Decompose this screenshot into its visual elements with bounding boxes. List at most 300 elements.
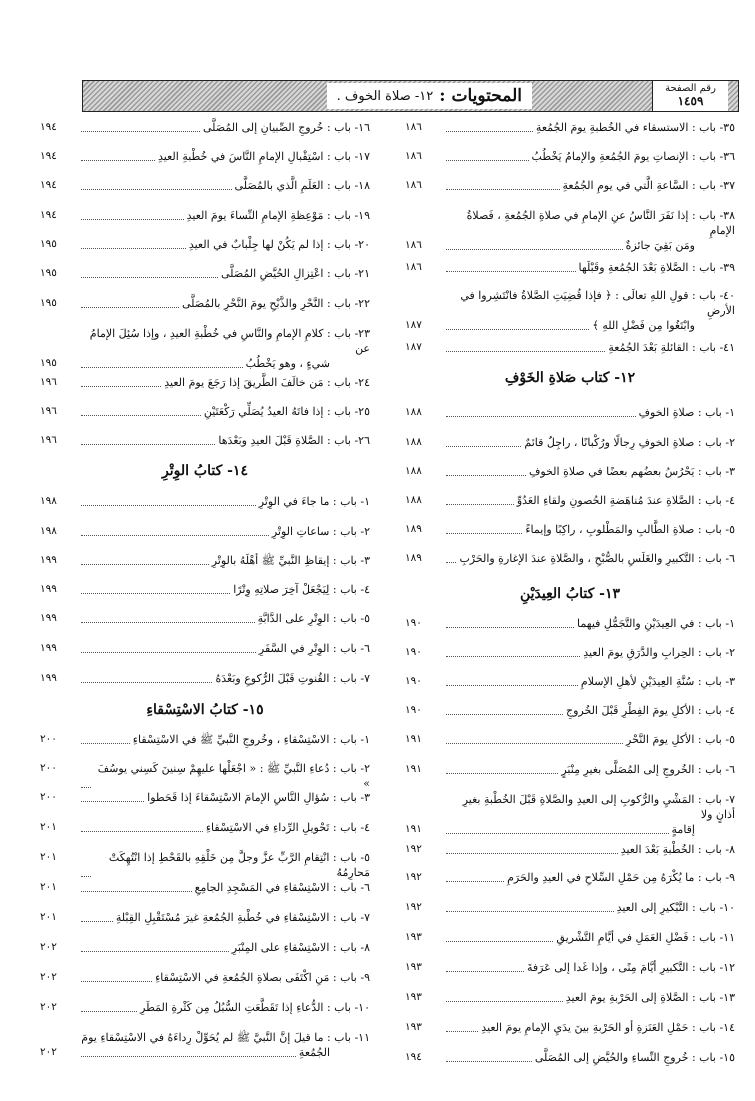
toc-entry[interactable] [40, 970, 370, 985]
entry-title [443, 645, 735, 660]
toc-entry[interactable] [40, 120, 370, 135]
entry-title [443, 493, 735, 508]
book-heading: ١٤- كتابُ الوِتْرِ [162, 463, 248, 479]
dot-leader [446, 522, 522, 534]
toc-entry[interactable] [40, 761, 370, 791]
toc-entry[interactable] [405, 435, 735, 450]
toc-entry[interactable] [405, 842, 735, 857]
entry-page-number: ١٩٤ [40, 179, 57, 191]
toc-entry[interactable] [405, 208, 735, 253]
entry-title-text: ٤- باب : الصَّلاةِ عندَ مُناهَضةِ الحُصونِ ولقاءِ العَدُوِّ [516, 494, 735, 507]
dot-leader [446, 616, 574, 628]
toc-entry[interactable] [40, 494, 370, 509]
entry-title [443, 703, 735, 718]
entry-title-text: ١٩- باب : مَوْعِظةِ الإمامِ النِّساءَ يومَ العيدِ [186, 209, 370, 222]
entry-title-line-1: ٧- باب : المَشْيِ والرُّكوبِ إلى العيدِ والصَّلاةِ قَبْلَ الخُطْبةِ بغيرِ أذانٍ ولا [462, 793, 735, 821]
entry-page-number: ١٩٣ [405, 991, 422, 1003]
entry-title [443, 435, 735, 450]
entry-page-number: ١٩٨ [40, 495, 57, 507]
entry-title-text: ١٠- باب : التَّبْكيرِ إلى العيدِ [616, 901, 735, 914]
dot-leader [446, 493, 514, 505]
entry-title [443, 792, 735, 837]
toc-entry[interactable] [40, 178, 370, 193]
dot-leader [446, 178, 560, 190]
entry-title [78, 611, 370, 626]
dot-leader [446, 435, 521, 447]
toc-entry[interactable] [405, 149, 735, 164]
entry-title [443, 1050, 735, 1065]
entry-title [443, 960, 735, 975]
entry-page-number: ٢٠٢ [40, 1001, 57, 1013]
entry-title [78, 553, 370, 568]
dot-leader [81, 356, 243, 368]
entry-title [443, 178, 735, 193]
entry-page-number: ١٩٤ [40, 121, 57, 133]
entry-title-text: ٧- باب : القُنوتِ قَبْلَ الرُّكوعِ وبَعْدَهُ [215, 672, 370, 685]
entry-title [78, 178, 370, 193]
entry-title [443, 149, 735, 164]
dot-leader [81, 1045, 296, 1057]
entry-page-number: ٢٠٢ [40, 971, 57, 983]
entry-title [78, 880, 370, 895]
toc-entry[interactable] [40, 553, 370, 568]
dot-leader [81, 120, 200, 132]
entry-title-text: ١- باب : الاسْتِسْقاءِ ، وخُروجِ النَّبيِّ ﷺ في الاسْتِسْقاءِ [132, 733, 370, 746]
toc-entry[interactable] [405, 551, 735, 566]
entry-page-number: ١٨٩ [405, 523, 422, 535]
entry-title-text: ٣- باب : إيقاظِ النَّبيِّ ﷺ أهْلَهُ بالوِتْرِ [211, 554, 370, 567]
toc-entry[interactable] [405, 930, 735, 945]
dot-leader [446, 870, 504, 882]
entry-title [78, 524, 370, 539]
entry-title-line-1: ٣٨- باب : إذا نَفَرَ النَّاسُ عنِ الإمامِ في صلاةِ الجُمُعةِ ، فَصلاةُ الإمامِ [466, 209, 735, 237]
entry-title-text: ٢- باب : دُعاءِ النَّبيِّ ﷺ : « اجْعَلْها عليهِمْ سِنينَ كَسِني يوسُفَ » [97, 762, 370, 790]
entry-title [78, 120, 370, 135]
toc-entry[interactable] [40, 404, 370, 419]
entry-title-text: ٦- باب : الوِتْرِ في السَّفَرِ [258, 642, 370, 655]
contents-header [82, 80, 739, 112]
entry-page-number: ١٩٨ [40, 525, 57, 537]
dot-leader [446, 1020, 478, 1032]
entry-title-text: ٥- باب : صلاةِ الطَّالبِ والمَطْلوبِ ، راكِبًا وإيماءً [525, 523, 735, 536]
entry-title [78, 208, 370, 223]
entry-page-number: ١٩٩ [40, 672, 57, 684]
dot-leader [446, 674, 578, 686]
toc-entry[interactable] [40, 375, 370, 390]
entry-title-text: ٤- باب : الأكلِ يومَ الفِطْرِ قَبْلَ الخُروجِ [565, 704, 735, 717]
entry-title-text: ٦- باب : التَّكبيرِ والغَلَسِ بالصُّبْحِ ، والصَّلاةِ عندَ الإغارةِ والحَرْبِ [459, 552, 735, 565]
entry-page-number: ١٩٩ [40, 642, 57, 654]
entry-page-number: ٢٠٢ [40, 941, 57, 953]
entry-title-text: ١- باب : ما جاءَ في الوِتْرِ [258, 495, 370, 508]
page-number: ١٤٥٩ [677, 94, 704, 108]
entry-title [78, 326, 370, 371]
dot-leader [81, 582, 230, 594]
entry-title [78, 761, 370, 791]
entry-title-text: ١- باب : في العِيدَيْنِ والتَّجَمُّلِ فيهما [577, 617, 735, 630]
entry-title [443, 260, 735, 275]
toc-entry[interactable] [40, 641, 370, 656]
toc-entry[interactable] [40, 671, 370, 686]
entry-title-text: ١٠- باب : الدُّعاءِ إذا تَقَطَّعَتِ السُّبُلُ مِن كَثْرةِ المَطَرِ [140, 1001, 370, 1014]
entry-page-number: ١٨٨ [405, 494, 422, 506]
dot-leader [81, 761, 91, 788]
entry-title-line-2: ومَن بَقِيَ جائزةٌ [625, 239, 695, 252]
entry-title [78, 641, 370, 656]
entry-title [443, 900, 735, 915]
entry-title-text: ١٣- باب : الصَّلاةِ إلى الحَرْبةِ يومَ العيدِ [565, 991, 735, 1004]
dot-leader [81, 237, 186, 249]
toc-entry[interactable] [405, 260, 735, 275]
toc-entry[interactable] [405, 900, 735, 915]
entry-title-text: ٢٦- باب : الصَّلاةِ قَبْلَ العيدِ وبَعْدَها [218, 434, 370, 447]
entry-title-text: ١- باب : صلاةِ الخوفِ [638, 406, 735, 419]
entry-page-number: ٢٠٠ [40, 762, 57, 774]
toc-entry[interactable] [405, 645, 735, 660]
dot-leader [81, 970, 152, 982]
entry-title-text: ٩- باب : مَنِ اكْتَفَى بصلاةِ الجُمُعةِ في الاسْتِسْقاءِ [155, 971, 370, 984]
entry-title-text: ٣٥- باب : الاستسقاء في الخُطبةِ يومَ الجُمُعةِ [535, 121, 735, 134]
dot-leader [446, 405, 636, 417]
toc-entry[interactable] [405, 288, 735, 333]
entry-page-number: ١٨٦ [405, 239, 422, 251]
entry-page-number: ١٩١ [405, 733, 422, 745]
entry-title [78, 970, 370, 985]
entry-title [78, 790, 370, 805]
entry-page-number: ١٩٦ [40, 434, 57, 446]
entry-title [78, 1000, 370, 1015]
entry-title [78, 404, 370, 419]
toc-entry[interactable] [405, 120, 735, 135]
toc-entry[interactable] [40, 850, 370, 880]
entry-page-number: ١٨٨ [405, 406, 422, 418]
entry-title-text: ٣٧- باب : السَّاعةِ الَّتي في يومِ الجُمُعةِ [562, 179, 735, 192]
entry-title [78, 296, 370, 311]
entry-title [78, 820, 370, 835]
entry-page-number: ١٩٠ [405, 646, 422, 658]
entry-page-number: ١٩١ [405, 823, 422, 835]
entry-page-number: ١٨٦ [405, 179, 422, 191]
dot-leader [446, 900, 614, 912]
dot-leader [81, 524, 269, 536]
toc-entry[interactable] [40, 266, 370, 281]
entry-title-text: ١٥- باب : خُروجِ النِّساءِ والحُيَّضِ إلى المُصَلَّى [534, 1051, 735, 1064]
entry-page-number: ١٩٦ [40, 376, 57, 388]
entry-title [443, 405, 735, 420]
entry-title-text: ٧- باب : الاسْتِسْقاءِ في خُطْبةِ الجُمُعةِ غيرَ مُسْتَقْبِلِ القِبْلةِ [115, 911, 370, 924]
entry-title-text: ٢٤- باب : مَن خالَفَ الطَّريقَ إذا رَجَعَ يومَ العيدِ [164, 376, 370, 389]
dot-leader [81, 790, 144, 802]
entry-title-text: ١٧- باب : اسْتِقْبالِ الإمامِ النَّاسَ في خُطْبةِ العيدِ [158, 150, 370, 163]
entry-page-number: ١٨٧ [405, 319, 422, 331]
dot-leader [81, 910, 113, 922]
entry-title-text: ١١- باب : فَضْلِ العَمَلِ في أيَّامِ التَّشْريقِ [556, 931, 735, 944]
entry-page-number: ١٨٦ [405, 261, 422, 273]
dot-leader [81, 553, 209, 565]
entry-title [443, 674, 735, 689]
dot-leader [446, 340, 605, 352]
dot-leader [81, 671, 212, 683]
toc-entry[interactable] [40, 1000, 370, 1015]
dot-leader [81, 149, 155, 161]
dot-leader [446, 120, 533, 132]
dot-leader [446, 732, 623, 744]
entry-page-number: ١٨٧ [405, 341, 422, 353]
entry-title-text: ١٤- باب : حَمْلِ العَنَزةِ أو الحَرْبةِ بينَ يدَيِ الإمامِ يومَ العيدِ [481, 1021, 735, 1034]
entry-title-text: ٢٠- باب : إذا لم يَكُنْ لها جِلْبابٌ في العيدِ [188, 238, 370, 251]
toc-entry[interactable] [405, 1020, 735, 1035]
entry-title [443, 551, 735, 566]
entry-page-number: ١٩٩ [40, 612, 57, 624]
entry-title [78, 149, 370, 164]
entry-title [443, 842, 735, 857]
dot-leader [81, 178, 232, 190]
toc-entry[interactable] [405, 340, 735, 355]
dot-leader [446, 551, 456, 563]
toc-entry[interactable] [40, 790, 370, 805]
entry-title-text: ٣- باب : يَحْرُسُ بعضُهم بعضًا في صلاةِ الخوفِ [529, 465, 735, 478]
entry-page-number: ١٩٤ [405, 1051, 422, 1063]
entry-title [443, 464, 735, 479]
entry-title [78, 940, 370, 955]
dot-leader [446, 645, 580, 657]
entry-title-text: ٨- باب : الخُطْبةِ بَعْدَ العيدِ [620, 843, 735, 856]
entry-page-number: ١٩٣ [405, 1021, 422, 1033]
page-number-box [652, 81, 728, 111]
toc-entry[interactable] [40, 237, 370, 252]
dot-leader [81, 433, 215, 445]
entry-page-number: ١٩٥ [40, 267, 57, 279]
dot-leader [446, 960, 524, 972]
entry-page-number: ١٨٦ [405, 150, 422, 162]
dot-leader [446, 762, 558, 774]
entry-title [443, 208, 735, 253]
dot-leader [446, 990, 563, 1002]
entry-title-text: ٣- باب : سُنَّةِ العِيدَيْنِ لأهلِ الإسلامِ [580, 675, 735, 688]
entry-title-line-2: الجُمُعةِ [298, 1046, 330, 1059]
entry-page-number: ١٩٩ [40, 583, 57, 595]
entry-title-text: ٢٥- باب : إذا فاتَهُ العيدُ يُصَلِّي رَكْعَتَيْنِ [203, 405, 370, 418]
toc-entry[interactable] [405, 405, 735, 420]
dot-leader [81, 880, 192, 892]
toc-entry[interactable] [40, 326, 370, 371]
entry-page-number: ١٩٣ [405, 931, 422, 943]
entry-page-number: ٢٠١ [40, 911, 57, 923]
toc-entry[interactable] [40, 149, 370, 164]
entry-page-number: ١٨٨ [405, 465, 422, 477]
toc-entry[interactable] [40, 433, 370, 448]
entry-title-line-1: ١١- باب : ما قيلَ إنَّ النَّبيَّ ﷺ لم يُحَوِّلْ رِداءَهُ في الاسْتِسْقاءِ يومَ [81, 1031, 370, 1044]
dot-leader [446, 318, 589, 330]
toc-entry[interactable] [40, 582, 370, 597]
toc-entry[interactable] [40, 910, 370, 925]
entry-title-text: ٨- باب : الاسْتِسْقاءِ على المِنْبَرِ [231, 941, 370, 954]
entry-title-text: ٤١- باب : القائلةِ بَعْدَ الجُمُعةِ [608, 341, 735, 354]
toc-entry[interactable] [405, 1050, 735, 1065]
entry-page-number: ١٩٠ [405, 675, 422, 687]
entry-page-number: ٢٠١ [40, 851, 57, 863]
entry-title-text: ١٨- باب : العَلَمِ الَّذي بالمُصَلَّى [234, 179, 370, 192]
entry-title [78, 850, 370, 880]
dot-leader [81, 940, 229, 952]
dot-leader [446, 842, 618, 854]
dot-leader [81, 850, 91, 877]
entry-title-text: ٥- باب : الأكلِ يومَ النَّحْرِ [626, 733, 735, 746]
toc-entry[interactable] [405, 616, 735, 631]
entry-title-text: ٥- باب : الوِتْرِ على الدَّابَّةِ [257, 612, 370, 625]
dot-leader [81, 404, 201, 416]
dot-leader [81, 820, 203, 832]
entry-title [443, 870, 735, 885]
entry-page-number: ١٩٢ [405, 871, 422, 883]
entry-title [443, 930, 735, 945]
toc-entry[interactable] [405, 870, 735, 885]
toc-entry[interactable] [40, 524, 370, 539]
toc-entry[interactable] [40, 296, 370, 311]
dot-leader [81, 494, 256, 506]
toc-entry[interactable] [40, 820, 370, 835]
dot-leader [81, 266, 218, 278]
dot-leader [446, 930, 553, 942]
entry-title-text: ١٦- باب : خُروجِ الصِّبيانِ إلى المُصَلَّى [203, 121, 370, 134]
entry-title [78, 910, 370, 925]
toc-entry[interactable] [405, 674, 735, 689]
entry-title-line-2: إقامةٍ [671, 823, 695, 836]
entry-title [78, 237, 370, 252]
entry-title-text: ١٢- باب : التَّكبيرِ أيَّامَ مِنًى ، وإذا غَدا إلى عَرَفةَ [527, 961, 735, 974]
entry-title [443, 990, 735, 1005]
dot-leader [446, 822, 669, 834]
entry-title-text: ٣- باب : سُؤالِ النَّاسِ الإمامَ الاسْتِسْقاءَ إذا قَحَطوا [147, 791, 370, 804]
entry-title [443, 762, 735, 777]
header-title-area [83, 81, 652, 111]
entry-title-text: ٥- باب : انْتِقامِ الرَّبِّ عزَّ وجلَّ مِن خَلْقِهِ بالقَحْطِ إذا انْتُهِكَتْ مَحارِمُهُ [108, 851, 370, 879]
toc-entry[interactable] [40, 1030, 370, 1060]
entry-title [443, 120, 735, 135]
entry-page-number: ١٨٦ [405, 121, 422, 133]
entry-title-text: ٢٢- باب : النَّحْرِ والذَّبْحِ يومَ النَّحْرِ بالمُصَلَّى [182, 297, 370, 310]
entry-title [443, 522, 735, 537]
toc-entry[interactable] [40, 611, 370, 626]
entry-title [78, 732, 370, 747]
entry-title-text: ٢- باب : صلاةِ الخوفِ رِجالًا ورُكْبانًا ، راجِلٌ قائمٌ [524, 436, 735, 449]
dot-leader [446, 703, 563, 715]
toc-entry[interactable] [40, 880, 370, 895]
toc-entry[interactable] [40, 208, 370, 223]
entry-title [78, 433, 370, 448]
entry-title-text: ٤- باب : تَحْويلِ الرِّداءِ في الاسْتِسْقاءِ [205, 821, 370, 834]
page-number-label: رقم الصفحة [665, 83, 716, 94]
entry-title-text: ٢- باب : ساعاتِ الوِتْرِ [271, 525, 370, 538]
book-heading: ١٢- كتاب صَلاةِ الخَوْفِ [504, 370, 636, 386]
entry-page-number: ١٩١ [405, 763, 422, 775]
entry-page-number: ١٩٢ [405, 901, 422, 913]
entry-title [443, 288, 735, 333]
entry-page-number: ٢٠٠ [40, 791, 57, 803]
entry-title-text: ٢١- باب : اعْتِزالِ الحُيَّضِ المُصَلَّى [221, 267, 370, 280]
entry-title-line-2: وابْتَغُوا مِن فَضْلِ اللهِ ﴾ [592, 319, 695, 332]
toc-entry[interactable] [405, 493, 735, 508]
entry-title-text: ٦- باب : الخُروجِ إلى المُصَلَّى بغيرِ مِنْبَرٍ [561, 763, 735, 776]
dot-leader [81, 611, 255, 623]
toc-entry[interactable] [40, 732, 370, 747]
entry-title [78, 266, 370, 281]
entry-title [443, 732, 735, 747]
entry-title [443, 616, 735, 631]
entry-page-number: ١٨٩ [405, 552, 422, 564]
toc-entry[interactable] [405, 178, 735, 193]
entry-title-line-1: ٤٠- باب : قولِ اللهِ تعالَى : ﴿ فإذا قُضِيَتِ الصَّلاةُ فانْتَشِروا في الأرضِ [460, 289, 735, 317]
entry-page-number: ١٩٠ [405, 704, 422, 716]
book-heading: ١٣- كتابُ العِيدَيْنِ [520, 586, 620, 602]
entry-page-number: ٢٠٠ [40, 733, 57, 745]
dot-leader [81, 732, 130, 744]
dot-leader [446, 149, 529, 161]
contents-column-left [40, 120, 370, 1095]
entry-page-number: ١٩٤ [40, 150, 57, 162]
entry-title [78, 582, 370, 597]
dot-leader [81, 296, 179, 308]
entry-page-number: ١٩٢ [405, 843, 422, 855]
entry-page-number: ١٩٩ [40, 554, 57, 566]
header-subtitle: ١٢- صلاة الخوف . [336, 88, 434, 104]
toc-entry[interactable] [405, 522, 735, 537]
entry-title [78, 671, 370, 686]
toc-entry[interactable] [405, 960, 735, 975]
entry-title [78, 375, 370, 390]
entry-page-number: ١٩٠ [405, 617, 422, 629]
dot-leader [446, 238, 623, 250]
entry-page-number: ١٩٥ [40, 297, 57, 309]
toc-entry[interactable] [40, 940, 370, 955]
toc-entry[interactable] [405, 732, 735, 747]
entry-page-number: ١٩٥ [40, 357, 57, 369]
entry-page-number: ١٩٤ [40, 209, 57, 221]
toc-entry[interactable] [405, 792, 735, 837]
toc-entry[interactable] [405, 762, 735, 777]
entry-title-text: ٢- باب : الحِرابِ والدَّرَقِ يومَ العيدِ [583, 646, 735, 659]
toc-entry[interactable] [405, 703, 735, 718]
entry-title [443, 340, 735, 355]
entry-title-text: ٩- باب : ما يُكْرَهُ مِن حَمْلِ السِّلاحِ في العيدِ والحَرَمِ [507, 871, 735, 884]
entry-page-number: ١٨٨ [405, 436, 422, 448]
dot-leader [81, 1000, 137, 1012]
entry-title [78, 494, 370, 509]
entry-title [78, 1030, 370, 1060]
toc-entry[interactable] [405, 464, 735, 479]
book-heading: ١٥- كتابُ الاسْتِسْقاءِ [146, 702, 264, 718]
entry-page-number: ٢٠٢ [40, 1046, 57, 1058]
toc-entry[interactable] [405, 990, 735, 1005]
entry-title-line-2: شيءٍ ، وهو يَخْطُبُ [245, 357, 330, 370]
entry-title-text: ٤- باب : لِيَجْعَلْ آخِرَ صلاتِهِ وِتْرًا [233, 583, 370, 596]
entry-title-text: ٣٩- باب : الصَّلاةِ بَعْدَ الجُمُعةِ وقَبْلَها [578, 261, 735, 274]
dot-leader [81, 641, 256, 653]
entry-page-number: ٢٠١ [40, 821, 57, 833]
dot-leader [81, 208, 184, 220]
entry-page-number: ١٩٦ [40, 405, 57, 417]
entry-page-number: ٢٠١ [40, 881, 57, 893]
dot-leader [81, 375, 161, 387]
entry-title [443, 1020, 735, 1035]
dot-leader [446, 1050, 532, 1062]
entry-title-text: ٣٦- باب : الإنصاتِ يومَ الجُمُعةِ والإمامُ يَخْطُبُ [531, 150, 735, 163]
entry-page-number: ١٩٥ [40, 238, 57, 250]
entry-title-text: ٦- باب : الاسْتِسْقاءِ في المَسْجِدِ الجامِعِ [194, 881, 370, 894]
dot-leader [446, 260, 576, 272]
entry-page-number: ١٩٣ [405, 961, 422, 973]
contents-column-right [405, 120, 735, 1095]
